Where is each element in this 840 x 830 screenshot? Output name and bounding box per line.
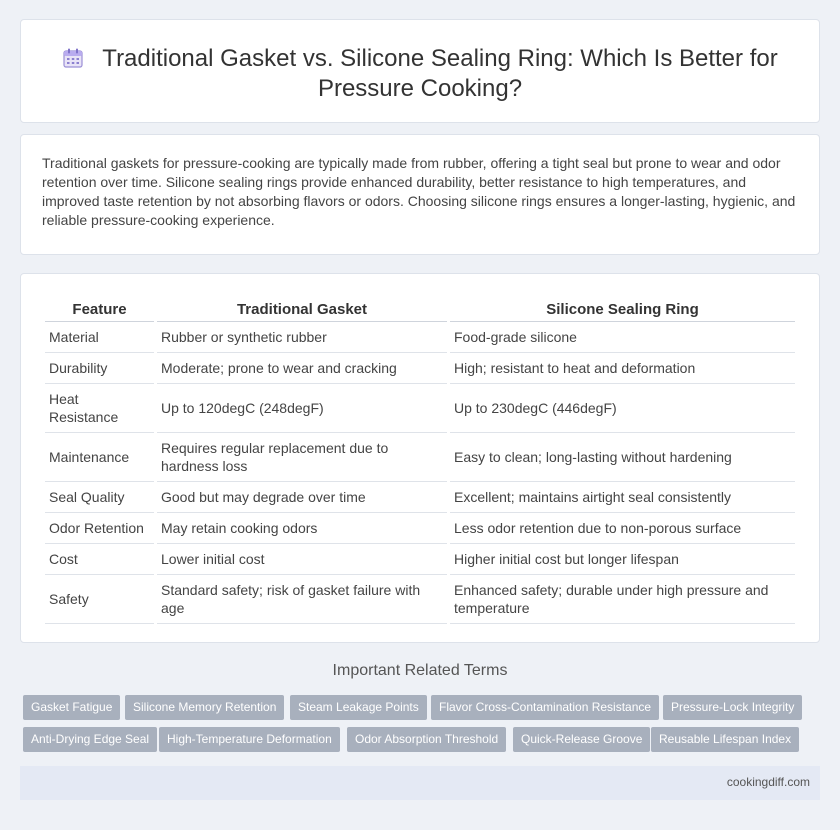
table-row bbox=[45, 322, 795, 353]
silicone-cell: Less odor retention due to non-porous surface bbox=[450, 513, 795, 544]
term-tag[interactable]: Odor Absorption Threshold bbox=[347, 727, 506, 752]
table-row bbox=[45, 353, 795, 384]
silicone-cell: Easy to clean; long-lasting without hardening bbox=[450, 433, 795, 482]
term-tag[interactable]: Steam Leakage Points bbox=[290, 695, 427, 720]
silicone-cell: Higher initial cost but longer lifespan bbox=[450, 544, 795, 575]
silicone-cell: Excellent; maintains airtight seal consistently bbox=[450, 482, 795, 513]
traditional-cell: May retain cooking odors bbox=[157, 513, 447, 544]
intro-paragraph: Traditional gaskets for pressure-cooking are typically made from rubber, offering a tight seal but prone to wear and odor retention over time. Silicone sealing rings provide enhanced durability, better resistance to high temperatures, and improved taste retention by not absorbing flavors or odors. Choosing silicone rings ensures a longer-lasting, hygienic, and reliable pressure-cooking experience. bbox=[42, 155, 796, 228]
feature-cell: Material bbox=[45, 322, 154, 353]
feature-cell: Durability bbox=[45, 353, 154, 384]
header-silicone-sealing-ring: Silicone Sealing Ring bbox=[450, 294, 795, 322]
feature-cell: Seal Quality bbox=[45, 482, 154, 513]
table-row bbox=[45, 482, 795, 513]
table-row bbox=[45, 513, 795, 544]
table-row bbox=[45, 544, 795, 575]
site-link[interactable]: cookingdiff.com bbox=[726, 775, 810, 789]
table-row bbox=[45, 575, 795, 624]
term-tag[interactable]: Reusable Lifespan Index bbox=[651, 727, 799, 752]
page-title: Traditional Gasket vs. Silicone Sealing Ring: Which Is Better for Pressure Cooking? bbox=[102, 45, 778, 102]
term-tag[interactable]: Anti-Drying Edge Seal bbox=[23, 727, 157, 752]
term-tag[interactable]: Quick-Release Groove bbox=[513, 727, 650, 752]
table-row bbox=[45, 384, 795, 433]
comparison-table bbox=[42, 294, 798, 624]
footer bbox=[20, 766, 820, 800]
traditional-cell: Up to 120degC (248degF) bbox=[157, 384, 447, 433]
related-terms-heading: Important Related Terms bbox=[332, 662, 508, 679]
term-tag[interactable]: Flavor Cross-Contamination Resistance bbox=[431, 695, 659, 720]
table-row bbox=[45, 433, 795, 482]
term-tag[interactable]: Silicone Memory Retention bbox=[125, 695, 284, 720]
calendar-icon bbox=[62, 47, 84, 69]
traditional-cell: Moderate; prone to wear and cracking bbox=[157, 353, 447, 384]
feature-cell: Odor Retention bbox=[45, 513, 154, 544]
header-traditional-gasket: Traditional Gasket bbox=[157, 294, 447, 322]
traditional-cell: Rubber or synthetic rubber bbox=[157, 322, 447, 353]
feature-cell: Heat Resistance bbox=[45, 384, 154, 433]
silicone-cell: Food-grade silicone bbox=[450, 322, 795, 353]
intro-card bbox=[20, 134, 820, 255]
traditional-cell: Good but may degrade over time bbox=[157, 482, 447, 513]
feature-cell: Maintenance bbox=[45, 433, 154, 482]
traditional-cell: Requires regular replacement due to hardness loss bbox=[157, 433, 447, 482]
header-feature: Feature bbox=[45, 294, 154, 322]
term-tag[interactable]: High-Temperature Deformation bbox=[159, 727, 340, 752]
feature-cell: Safety bbox=[45, 575, 154, 624]
table-header-row bbox=[45, 294, 795, 322]
silicone-cell: Enhanced safety; durable under high pressure and temperature bbox=[450, 575, 795, 624]
term-tag[interactable]: Gasket Fatigue bbox=[23, 695, 120, 720]
feature-cell: Cost bbox=[45, 544, 154, 575]
silicone-cell: Up to 230degC (446degF) bbox=[450, 384, 795, 433]
silicone-cell: High; resistant to heat and deformation bbox=[450, 353, 795, 384]
traditional-cell: Standard safety; risk of gasket failure with age bbox=[157, 575, 447, 624]
traditional-cell: Lower initial cost bbox=[157, 544, 447, 575]
comparison-card bbox=[20, 273, 820, 643]
title-card bbox=[20, 19, 820, 123]
term-tag[interactable]: Pressure-Lock Integrity bbox=[663, 695, 802, 720]
